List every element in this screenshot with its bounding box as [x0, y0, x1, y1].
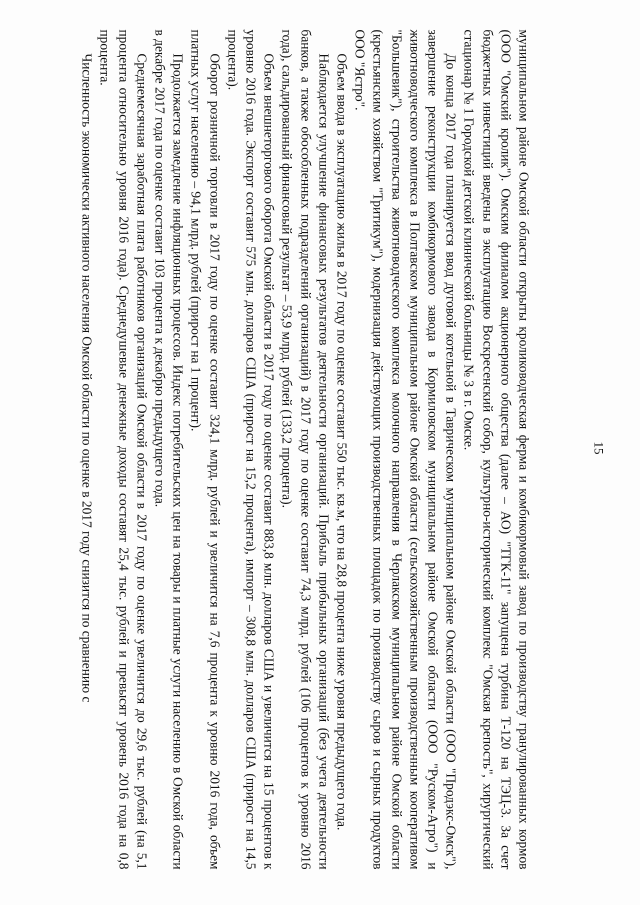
paragraph: До конца 2017 года планируется ввод дуговой котельной в Таврическом муниципальном районе Омской области (ООО "Продэкс-Омск"), завершение реконструкции комбикормового завода в Кормиловском муниципальном районе Омской области (ООО "Руском-Агро") и животноводческого комплекса в Полтавском муниципальном районе Омской области (сельскохозяйственным производственным кооперативом "Большевик"), строительства животноводческого комплекса молочного направления в Черлакском муниципальном районе Омской области (крестьянским хозяйством "Тритикум"), модернизация действующих производственных площадок по производству сыров и сырных продуктов ООО "Ястро".	[352, 29, 459, 870]
document-body	[8, 30, 533, 870]
paragraph: Численность экономически активного населения Омской области по оценке в 2017 году снизится по сравнению с	[79, 53, 95, 703]
paragraph: Объем внешнеторгового оборота Омской области в 2017 году по оценке составит 883,8 млн. долларов США и увеличится на 15 процентов к уровню 2016 года. Экспорт составит 575 млн. долларов США (прирост на 15,2 процента), импорт – 308,8 млн. долларов США (прирост на 14,5 процента).	[225, 29, 277, 870]
paragraph: Объем ввода в эксплуатацию жилья в 2017 году по оценке составит 550 тыс. кв.м, что на 28,8 процента ниже уровня предыдущего года.	[334, 53, 350, 831]
page-number: 15	[591, 441, 607, 455]
paragraph: муниципальном районе Омской области открыты кролиководческая ферма и комбикормовый завод по производству гранулированных кормов (ООО "Омский кролик"). Омским филиалом акционерного общества (далее – АО) "ТГК-11" запущена турбина Т-120 на ТЭЦ-3. За счет бюджетных инвестиций введены в эксплуатацию Воскресенский собор, культурно-исторический комплекс "Омская крепость", хирургический стационар № 1 Городской детской клинической больницы № 3 в г. Омске.	[461, 29, 532, 870]
paragraph: Среднемесячная заработная плата работников организаций Омской области в 2017 году по оценке увеличится до 29,6 тыс. рублей (на 5,1 процента относительно уровня 2016 года). Среднедушевые денежные доходы составят 25,4 тыс. рублей и превысят уровень 2016 года на 0,8 процента.	[97, 29, 150, 870]
paragraph: Оборот розничной торговли в 2017 году по оценке составит 324,1 млрд. рублей и увеличится на 7,6 процента к уровню 2016 года, объем платных услуг населению – 94,1 млрд. рублей (прирост на 1 процент).	[188, 29, 223, 870]
paragraph: Продолжается замедление инфляционных процессов. Индекс потребительских цен на товары и платные услуги населению в Омской области в декабре 2017 года по оценке составит 103 процента к декабрю предыдущего года.	[152, 29, 186, 870]
paragraph: Наблюдается улучшение финансовых результатов деятельности организаций. Прибыль прибыльных организаций (без учета деятельности банков, а также обособленных подразделений организаций) в 2017 году по оценке составит 74,3 млрд. рублей (106 процентов к уровню 2016 года), сальдированный финансовый результат – 53,9 млрд. рублей (133,2 процента).	[279, 29, 332, 870]
